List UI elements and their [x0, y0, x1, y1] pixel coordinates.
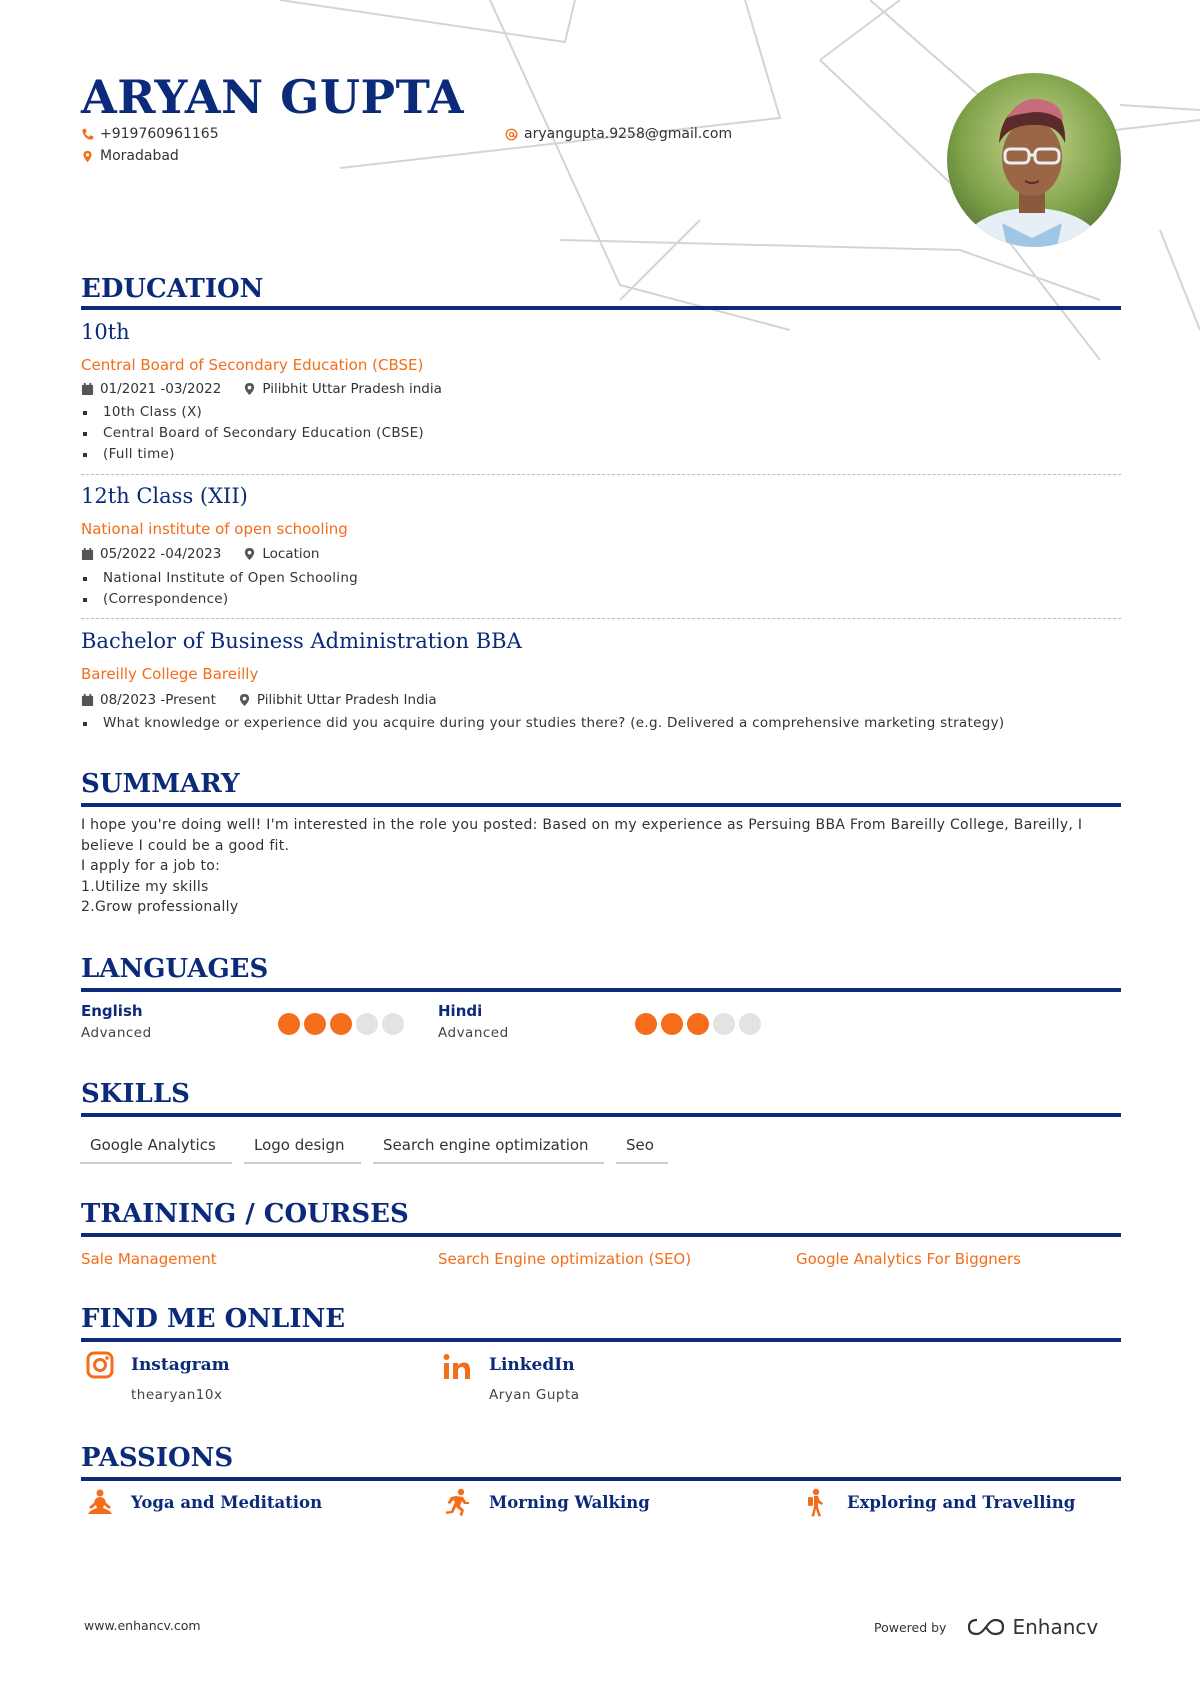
online-2-name[interactable]: LinkedIn	[489, 1355, 575, 1375]
education-2-location: Location	[262, 546, 320, 562]
rating-dot-filled	[304, 1013, 326, 1035]
education-2-school: National institute of open schooling	[81, 520, 348, 538]
education-2-title: 12th Class (XII)	[81, 484, 248, 508]
education-3-location: Pilibhit Uttar Pradesh India	[256, 692, 437, 708]
summary-text	[81, 815, 1111, 918]
online-2-handle: Aryan Gupta	[489, 1387, 580, 1403]
email-text: aryangupta.9258@gmail.com	[524, 126, 733, 142]
location-contact	[81, 148, 179, 164]
language-2-level: Advanced	[438, 1025, 509, 1041]
rating-dot-filled	[661, 1013, 683, 1035]
passions-rule	[81, 1477, 1121, 1481]
runner-icon	[442, 1488, 472, 1518]
at-icon	[505, 128, 518, 141]
instagram-icon[interactable]	[85, 1350, 115, 1380]
summary-heading: SUMMARY	[81, 769, 240, 799]
education-3-school: Bareilly College Bareilly	[81, 665, 259, 683]
infinity-icon	[966, 1616, 1006, 1638]
profile-photo	[947, 73, 1121, 247]
list-item: (Full time)	[81, 444, 424, 465]
calendar-icon	[81, 382, 94, 396]
divider	[81, 474, 1121, 475]
skills-heading: SKILLS	[81, 1079, 190, 1109]
location-pin-icon	[238, 693, 251, 707]
online-rule	[81, 1338, 1121, 1342]
linkedin-icon[interactable]	[442, 1352, 472, 1382]
list-item: Central Board of Secondary Education (CBSE)	[81, 423, 424, 444]
summary-line: 2.Grow professionally	[81, 899, 239, 915]
rating-dot-empty	[739, 1013, 761, 1035]
hiker-icon	[800, 1488, 830, 1518]
summary-line: I hope you're doing well! I'm interested in the role you posted: Based on my experience as Persuing BBA From Bareilly College, Bareilly, I believe I could be a good fit.	[81, 817, 1083, 854]
passion-3-label: Exploring and Travelling	[847, 1493, 1076, 1512]
languages-rule	[81, 988, 1121, 992]
education-2-dates: 05/2022 -04/2023	[100, 546, 222, 562]
skill-tag: Seo	[616, 1128, 668, 1164]
education-2-bullets	[81, 568, 358, 610]
list-item: National Institute of Open Schooling	[81, 568, 358, 589]
education-1-school: Central Board of Secondary Education (CBSE)	[81, 356, 424, 374]
language-2-name: Hindi	[438, 1002, 483, 1020]
rating-dot-filled	[330, 1013, 352, 1035]
education-1-bullets	[81, 402, 424, 465]
location-text: Moradabad	[100, 148, 179, 164]
languages-heading: LANGUAGES	[81, 954, 269, 984]
rating-dot-filled	[278, 1013, 300, 1035]
passion-1-label: Yoga and Meditation	[131, 1493, 323, 1512]
summary-line: I apply for a job to:	[81, 858, 221, 874]
enhancv-logo[interactable]	[966, 1615, 1098, 1639]
online-heading: FIND ME ONLINE	[81, 1304, 346, 1334]
education-rule	[81, 306, 1121, 310]
skill-tag: Search engine optimization	[373, 1128, 604, 1164]
email-contact[interactable]	[505, 126, 732, 142]
training-heading: TRAINING / COURSES	[81, 1199, 409, 1229]
language-1-level: Advanced	[81, 1025, 152, 1041]
summary-rule	[81, 803, 1121, 807]
rating-dot-filled	[635, 1013, 657, 1035]
footer-website[interactable]: www.enhancv.com	[84, 1618, 201, 1633]
candidate-name: ARYAN GUPTA	[81, 70, 465, 124]
powered-by-text: Powered by	[874, 1619, 947, 1635]
calendar-icon	[81, 693, 94, 707]
phone-text: +919760961165	[100, 126, 219, 142]
language-1-name: English	[81, 1002, 143, 1020]
passions-heading: PASSIONS	[81, 1443, 234, 1473]
yoga-icon	[85, 1488, 115, 1518]
education-1-title: 10th	[81, 320, 130, 344]
location-pin-icon	[243, 547, 256, 561]
rating-dot-empty	[356, 1013, 378, 1035]
skill-tag: Logo design	[244, 1128, 361, 1164]
phone-contact[interactable]	[81, 126, 219, 142]
rating-dot-empty	[382, 1013, 404, 1035]
summary-line: 1.Utilize my skills	[81, 878, 209, 895]
education-3-title: Bachelor of Business Administration BBA	[81, 629, 522, 653]
rating-dot-empty	[713, 1013, 735, 1035]
list-item: What knowledge or experience did you acquire during your studies there? (e.g. Delivered a comprehensive marketing strategy)	[81, 713, 1004, 734]
course-item: Search Engine optimization (SEO)	[438, 1250, 692, 1268]
training-rule	[81, 1233, 1121, 1237]
education-1-meta	[81, 381, 442, 397]
online-1-handle: thearyan10x	[131, 1387, 223, 1403]
course-item: Google Analytics For Biggners	[796, 1250, 1021, 1268]
location-pin-icon	[81, 150, 94, 163]
skill-tag: Google Analytics	[80, 1128, 232, 1164]
phone-icon	[81, 128, 94, 141]
brand-text: Enhancv	[1012, 1615, 1099, 1639]
course-item: Sale Management	[81, 1250, 217, 1268]
online-1-name[interactable]: Instagram	[131, 1355, 230, 1375]
footer-branding	[874, 1615, 1098, 1639]
education-1-location: Pilibhit Uttar Pradesh india	[262, 381, 442, 397]
education-3-meta	[81, 692, 437, 708]
location-pin-icon	[243, 382, 256, 396]
education-2-meta	[81, 546, 319, 562]
skills-rule	[81, 1113, 1121, 1117]
education-heading: EDUCATION	[81, 274, 264, 304]
calendar-icon	[81, 547, 94, 561]
education-3-dates: 08/2023 -Present	[100, 692, 216, 708]
education-1-dates: 01/2021 -03/2022	[100, 381, 222, 397]
list-item: (Correspondence)	[81, 589, 358, 610]
divider	[81, 618, 1121, 619]
language-1-rating	[278, 1013, 404, 1035]
education-3-bullets	[81, 713, 1004, 734]
language-2-rating	[635, 1013, 761, 1035]
rating-dot-filled	[687, 1013, 709, 1035]
passion-2-label: Morning Walking	[489, 1493, 650, 1512]
list-item: 10th Class (X)	[81, 402, 424, 423]
